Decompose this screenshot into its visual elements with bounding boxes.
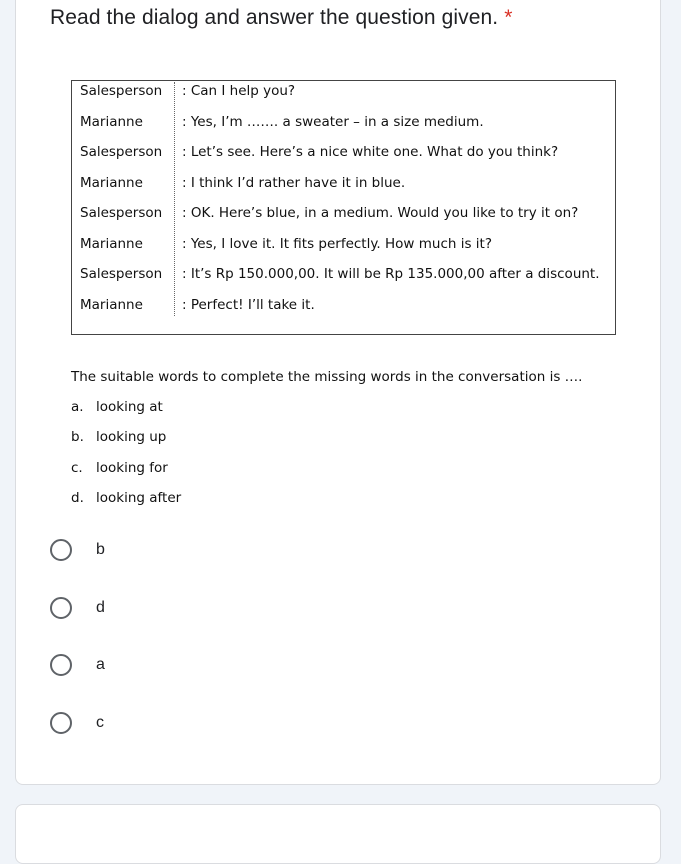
dialog-row [72, 205, 615, 227]
radio-option-a[interactable] [50, 650, 350, 680]
dialog-row [72, 236, 615, 258]
radio-label[interactable]: a [96, 656, 105, 673]
choice-item [71, 490, 181, 506]
required-marker: * [504, 6, 513, 29]
choice-text: looking at [96, 399, 163, 415]
radio-option-c[interactable] [50, 708, 350, 738]
radio-button[interactable] [50, 654, 72, 676]
dialog-row [72, 144, 615, 166]
dialog-line: : Let’s see. Here’s a nice white one. What do you think? [182, 144, 559, 160]
radio-option-d[interactable] [50, 593, 350, 623]
question-prompt: The suitable words to complete the missing words in the conversation is …. [71, 369, 583, 385]
dialog-line: : It’s Rp 150.000,00. It will be Rp 135.000,00 after a discount. [182, 266, 600, 282]
question-title-text: Read the dialog and answer the question given. [50, 6, 499, 29]
choice-text: looking for [96, 460, 168, 476]
choice-letter: d. [71, 490, 84, 506]
choice-letter: c. [71, 460, 83, 476]
dialog-speaker: Marianne [80, 236, 143, 252]
choice-item [71, 429, 166, 445]
dialog-speaker: Salesperson [80, 205, 163, 221]
dialog-line: : I think I’d rather have it in blue. [182, 175, 406, 191]
radio-button[interactable] [50, 712, 72, 734]
choice-item [71, 399, 163, 415]
choice-text: looking after [96, 490, 182, 506]
dialog-line: : Yes, I love it. It fits perfectly. How much is it? [182, 236, 492, 252]
dialog-speaker: Marianne [80, 114, 143, 130]
radio-option-b[interactable] [50, 535, 350, 565]
choice-item [71, 460, 168, 476]
dialog-speaker: Salesperson [80, 83, 163, 99]
dialog-speaker: Marianne [80, 175, 143, 191]
dialog-line: : Can I help you? [182, 83, 296, 99]
radio-button[interactable] [50, 597, 72, 619]
dialog-row [72, 114, 615, 136]
radio-label[interactable]: c [96, 714, 104, 731]
radio-button[interactable] [50, 539, 72, 561]
choice-text: looking up [96, 429, 167, 445]
dialog-line: : Yes, I’m ……. a sweater – in a size medium. [182, 114, 484, 130]
dialog-line: : Perfect! I’ll take it. [182, 297, 315, 313]
dialog-row [72, 175, 615, 197]
radio-label[interactable]: d [96, 599, 105, 616]
next-question-card [15, 804, 661, 864]
choice-letter: a. [71, 399, 84, 415]
dialog-speaker: Salesperson [80, 266, 163, 282]
dialog-row [72, 83, 615, 105]
radio-label[interactable]: b [96, 541, 105, 558]
dialog-row [72, 266, 615, 288]
dialog-table [71, 80, 616, 335]
question-title [50, 6, 513, 30]
choice-letter: b. [71, 429, 84, 445]
dialog-speaker: Salesperson [80, 144, 163, 160]
dialog-row [72, 297, 615, 319]
dialog-speaker: Marianne [80, 297, 143, 313]
dialog-line: : OK. Here’s blue, in a medium. Would you like to try it on? [182, 205, 579, 221]
